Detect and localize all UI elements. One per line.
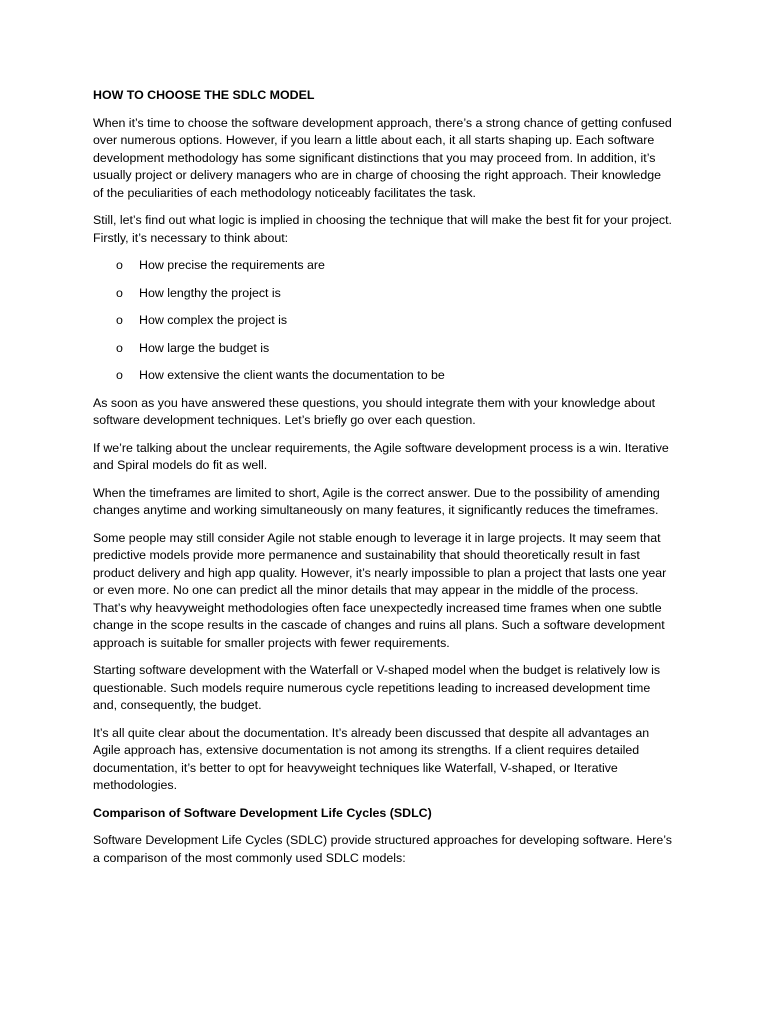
list-item: [93, 257, 673, 275]
section-subheading: Comparison of Software Development Life Cycles (SDLC): [93, 805, 432, 820]
list-item-text: How complex the project is: [139, 313, 288, 327]
list-item-text: How large the budget is: [139, 340, 270, 355]
intro-paragraph-2: Still, let’s find out what logic is implied in choosing the technique that will make the best fit for your project. Firstly, it’s necessary to think about:: [93, 213, 672, 245]
body-paragraph-4: Some people may still consider Agile not stable enough to leverage it in large projects. It may seem that predictive models provide more permanence and sustainability that should theoretically result in fast product delivery and high app quality. However, it’s nearly impossible to plan a project that lasts one year or even more. No one can predict all the minor details that may appear in the middle of the process. That’s why heavyweight methodologies often face unexpectedly increased time frames when one subtle change in the scope results in the cascade of changes and ruins all plans. Such a software development approach is suitable for smaller projects with fewer requirements.: [93, 530, 667, 650]
list-item-text: How lengthy the project is: [139, 285, 281, 300]
page-title: HOW TO CHOOSE THE SDLC MODEL: [93, 88, 315, 102]
closing-paragraph: Software Development Life Cycles (SDLC) provide structured approaches for developing software. Here’s a comparison of the most commonly used SDLC models:: [93, 833, 672, 865]
list-item: [93, 312, 673, 330]
intro-paragraph-1: When it’s time to choose the software development approach, there’s a strong chance of getting confused over numerous options. However, if you learn a little about each, it all starts shaping up. Each software development methodology has some significant distinctions that you may proceed from. In addition, it’s usually project or delivery managers who are in charge of choosing the right approach. Their knowledge of the peculiarities of each methodology noticeably facilitates the task.: [93, 115, 672, 200]
bullet-marker: o: [116, 285, 123, 300]
document-page: [93, 87, 673, 877]
bullet-marker: o: [116, 258, 123, 272]
bullet-marker: o: [116, 313, 123, 327]
body-paragraph-3: When the timeframes are limited to short, Agile is the correct answer. Due to the possibility of amending changes anytime and working simultaneously on many features, it significantly reduces the timeframes.: [93, 485, 660, 517]
body-paragraph-1: As soon as you have answered these questions, you should integrate them with your knowledge about software development techniques. Let’s briefly go over each question.: [93, 395, 656, 427]
body-paragraph-2: If we’re talking about the unclear requirements, the Agile software development process is a win. Iterative and Spiral models do fit as well.: [93, 440, 669, 472]
bullet-marker: o: [116, 340, 123, 355]
bullet-marker: o: [116, 368, 123, 382]
list-item: [93, 285, 673, 303]
criteria-list: [93, 257, 673, 385]
list-item: [93, 340, 673, 358]
body-paragraph-5: Starting software development with the Waterfall or V-shaped model when the budget is relatively low is questionable. Such models require numerous cycle repetitions leading to increased development time and, consequently, the budget.: [93, 663, 661, 712]
body-paragraph-6: It’s all quite clear about the documentation. It’s already been discussed that despite all advantages an Agile approach has, extensive documentation is not among its strengths. If a client requires detailed documentation, it’s better to opt for heavyweight techniques like Waterfall, V-shaped, or Iterative methodologies.: [93, 725, 650, 792]
list-item-text: How precise the requirements are: [139, 258, 325, 272]
list-item-text: How extensive the client wants the documentation to be: [139, 368, 445, 382]
list-item: [93, 367, 673, 385]
